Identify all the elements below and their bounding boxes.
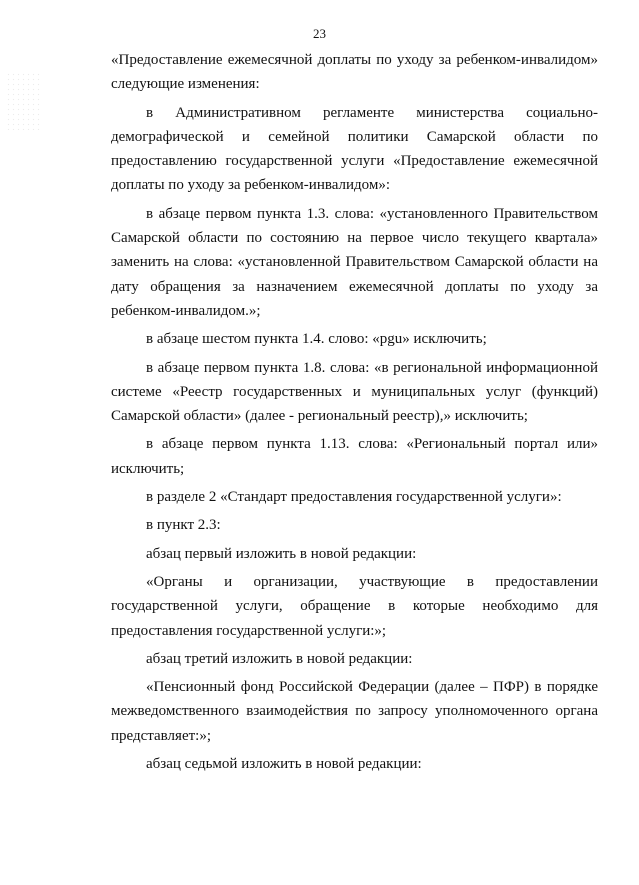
paragraph: «Пенсионный фонд Российской Федерации (далее – ПФР) в порядке межведомственного взаимодействия по запросу уполномоченного органа представляет:»; (111, 679, 598, 744)
paragraph: в абзаце первом пункта 1.8. слова: «в региональной информационной системе «Реестр государственных и муниципальных услуг (функций) Самарской области» (далее - региональный реестр),» исключить; (111, 359, 598, 425)
paragraph: абзац третий изложить в новой редакции: (146, 650, 413, 667)
paragraph: в абзаце первом пункта 1.3. слова: «установленного Правительством Самарской области по состоянию на первое число текущего квартала» заменить на слова: «установленной Правительством Самарской области на дату обращения за назначением ежемесячной доплаты по уходу за ребенком-инвалидом.»; (111, 205, 598, 319)
paragraph: «Органы и организации, участвующие в предоставлении государственной услуги, обращение в которые необходимо для предоставления государственной услуги:»; (111, 573, 598, 639)
paragraph: в Административном регламенте министерства социально-демографической и семейной политики Самарской области по предоставлению государственной услуги «Предоставление ежемесячной доплаты по уходу за ребенком-инвалидом»: (111, 104, 598, 194)
paragraph: в абзаце шестом пункта 1.4. слово: «pgu» исключить; (146, 331, 487, 348)
paragraph-continuation: «Предоставление ежемесячной доплаты по уходу за ребенком-инвалидом» следующие изменения: (111, 52, 598, 93)
paragraph: в абзаце первом пункта 1.13. слова: «Региональный портал или» исключить; (111, 436, 598, 477)
paragraph: абзац седьмой изложить в новой редакции: (146, 756, 422, 773)
paragraph: в пункт 2.3: (146, 517, 221, 534)
paragraph: в разделе 2 «Стандарт предоставления государственной услуги»: (146, 489, 562, 506)
document-body (111, 48, 598, 776)
scan-margin-mark (6, 72, 40, 130)
paragraph: абзац первый изложить в новой редакции: (146, 545, 417, 562)
page-number: 23 (313, 26, 326, 41)
